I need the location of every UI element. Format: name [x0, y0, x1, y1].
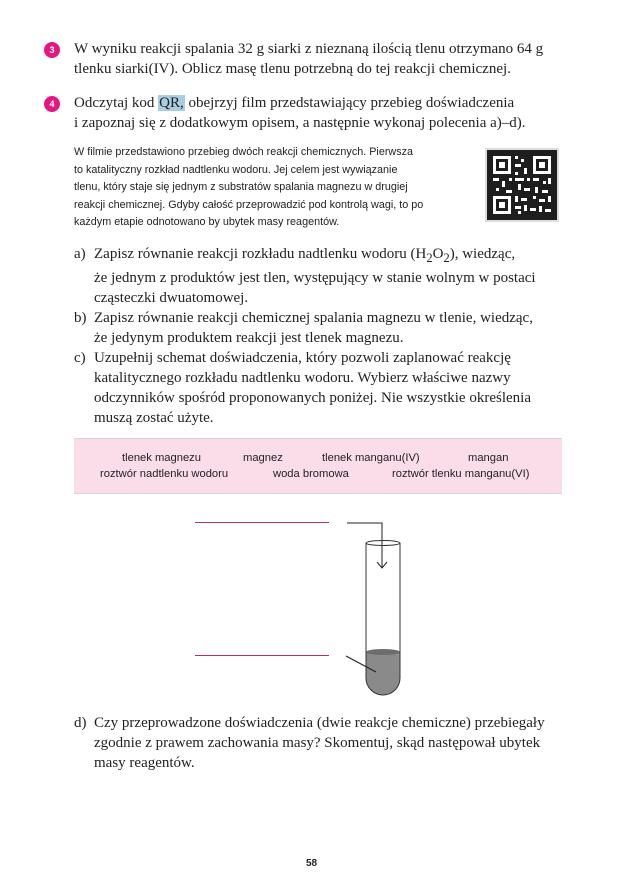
answer-blank-top[interactable] [195, 522, 329, 523]
subtask-c-line1: Uzupełnij schemat doświadczenia, który pozwoli zaplanować reakcję [94, 350, 511, 366]
answer-blank-bottom[interactable] [195, 655, 329, 656]
info-paragraph [74, 144, 464, 232]
info-line: to katalityczny rozkład nadtlenku wodoru. Jej celem jest wywiązanie [74, 163, 398, 176]
subtask-list [74, 244, 574, 428]
option-item: magnez [243, 452, 283, 464]
task-number-badge: 4 [44, 96, 60, 112]
subtask-d: d) Czy przeprowadzone doświadczenia (dwie reakcje chemiczne) przebiegały zgodnie z prawem zachowania masy? Skomentuj, skąd następował ubytek masy reagentów. [74, 715, 545, 771]
task3-line1: W wyniku reakcji spalania 32 g siarki z nieznaną ilością tlenu otrzymano 64 g [74, 41, 544, 57]
task4-line1: Odczytaj kod QR, obejrzyj film przedstawiający przebieg doświadczenia [74, 95, 515, 111]
subtask-a-line2: że jednym z produktów jest tlen, występujący w stanie wolnym w postaci [94, 270, 536, 286]
option-item: tlenek magnezu [122, 452, 201, 464]
test-tube-diagram [330, 510, 420, 705]
page-number: 58 [305, 858, 318, 869]
option-item: roztwór tlenku manganu(VI) [392, 468, 530, 480]
qr-highlight: QR, [159, 95, 184, 111]
subtask-b-line2: że jedynym produktem reakcji jest tlenek magnezu. [94, 330, 404, 346]
test-tube-icon [366, 541, 400, 696]
subtask-a: a) Zapisz równanie reakcji rozkładu nadtlenku wodoru $(H_2O_2)$, wiedząc, że jednym z produktów jest tlen, występujący w stanie wolnym w postaci cząsteczki dwuatomowej. [74, 246, 536, 306]
option-item: woda bromowa [273, 468, 349, 480]
option-item: roztwór nadtlenku wodoru [100, 468, 229, 480]
info-line: W filmie przedstawiono przebieg dwóch reakcji chemicznych. Pierwsza [74, 146, 414, 158]
task4-intro [74, 93, 526, 133]
subtask-c-line3: odczynników spośród proponowanych poniżej. Nie wszystkie określenia [94, 390, 531, 406]
task4-line2: i zapoznaj się z dodatkowym opisem, a następnie wykonaj polecenia a)–d). [74, 115, 526, 131]
subtask-a-line3: cząsteczki dwuatomowej. [94, 290, 249, 306]
subtask-a-line1: Zapisz równanie reakcji rozkładu nadtlenku wodoru $(H_2O_2)$, wiedząc, [94, 246, 516, 265]
info-line: każdym etapie odnotowano by ubytek masy reagentów. [74, 216, 340, 228]
subtask-b-line1: Zapisz równanie reakcji chemicznej spalania magnezu w tlenie, wiedząc, [94, 310, 533, 326]
info-line: reakcji chemicznej. Gdyby całość przeprowadzić pod kontrolą wagi, to po [74, 198, 424, 211]
subtask-b: b) Zapisz równanie reakcji chemicznej spalania magnezu w tlenie, wiedząc, że jedynym produktem reakcji jest tlenek magnezu. [74, 310, 533, 346]
subtask-c: c) Uzupełnij schemat doświadczenia, który pozwoli zaplanować reakcję katalitycznego rozkładu nadtlenku wodoru. Wybierz właściwe nazwy odczynników spośród proponowanych poniżej. Nie wszystkie określenia muszą zostać użyte. [74, 350, 531, 426]
subtask-c-line4: muszą zostać użyte. [94, 410, 214, 426]
option-item: mangan [468, 452, 509, 464]
option-item: tlenek manganu(IV) [322, 452, 420, 464]
task3-line2: tlenku siarki(IV). Oblicz masę tlenu potrzebną do tej reakcji chemicznej. [74, 61, 511, 77]
qr-code-icon[interactable] [485, 148, 559, 222]
subtask-d-line2: zgodnie z prawem zachowania masy? Skomentuj, skąd następował ubytek [94, 735, 541, 751]
task3-text [74, 39, 543, 79]
reagent-options-box [74, 438, 562, 494]
task-number-badge: 3 [44, 42, 60, 58]
subtask-c-line2: katalitycznego rozkładu nadtlenku wodoru. Wybierz właściwe nazwy [94, 370, 511, 386]
subtask-d-line1: Czy przeprowadzone doświadczenia (dwie reakcje chemiczne) przebiegały [94, 715, 545, 731]
subtask-d-line3: masy reagentów. [94, 755, 195, 771]
info-line: tlenu, który staje się jednym z substratów spalania magnezu w drugiej [74, 181, 408, 193]
